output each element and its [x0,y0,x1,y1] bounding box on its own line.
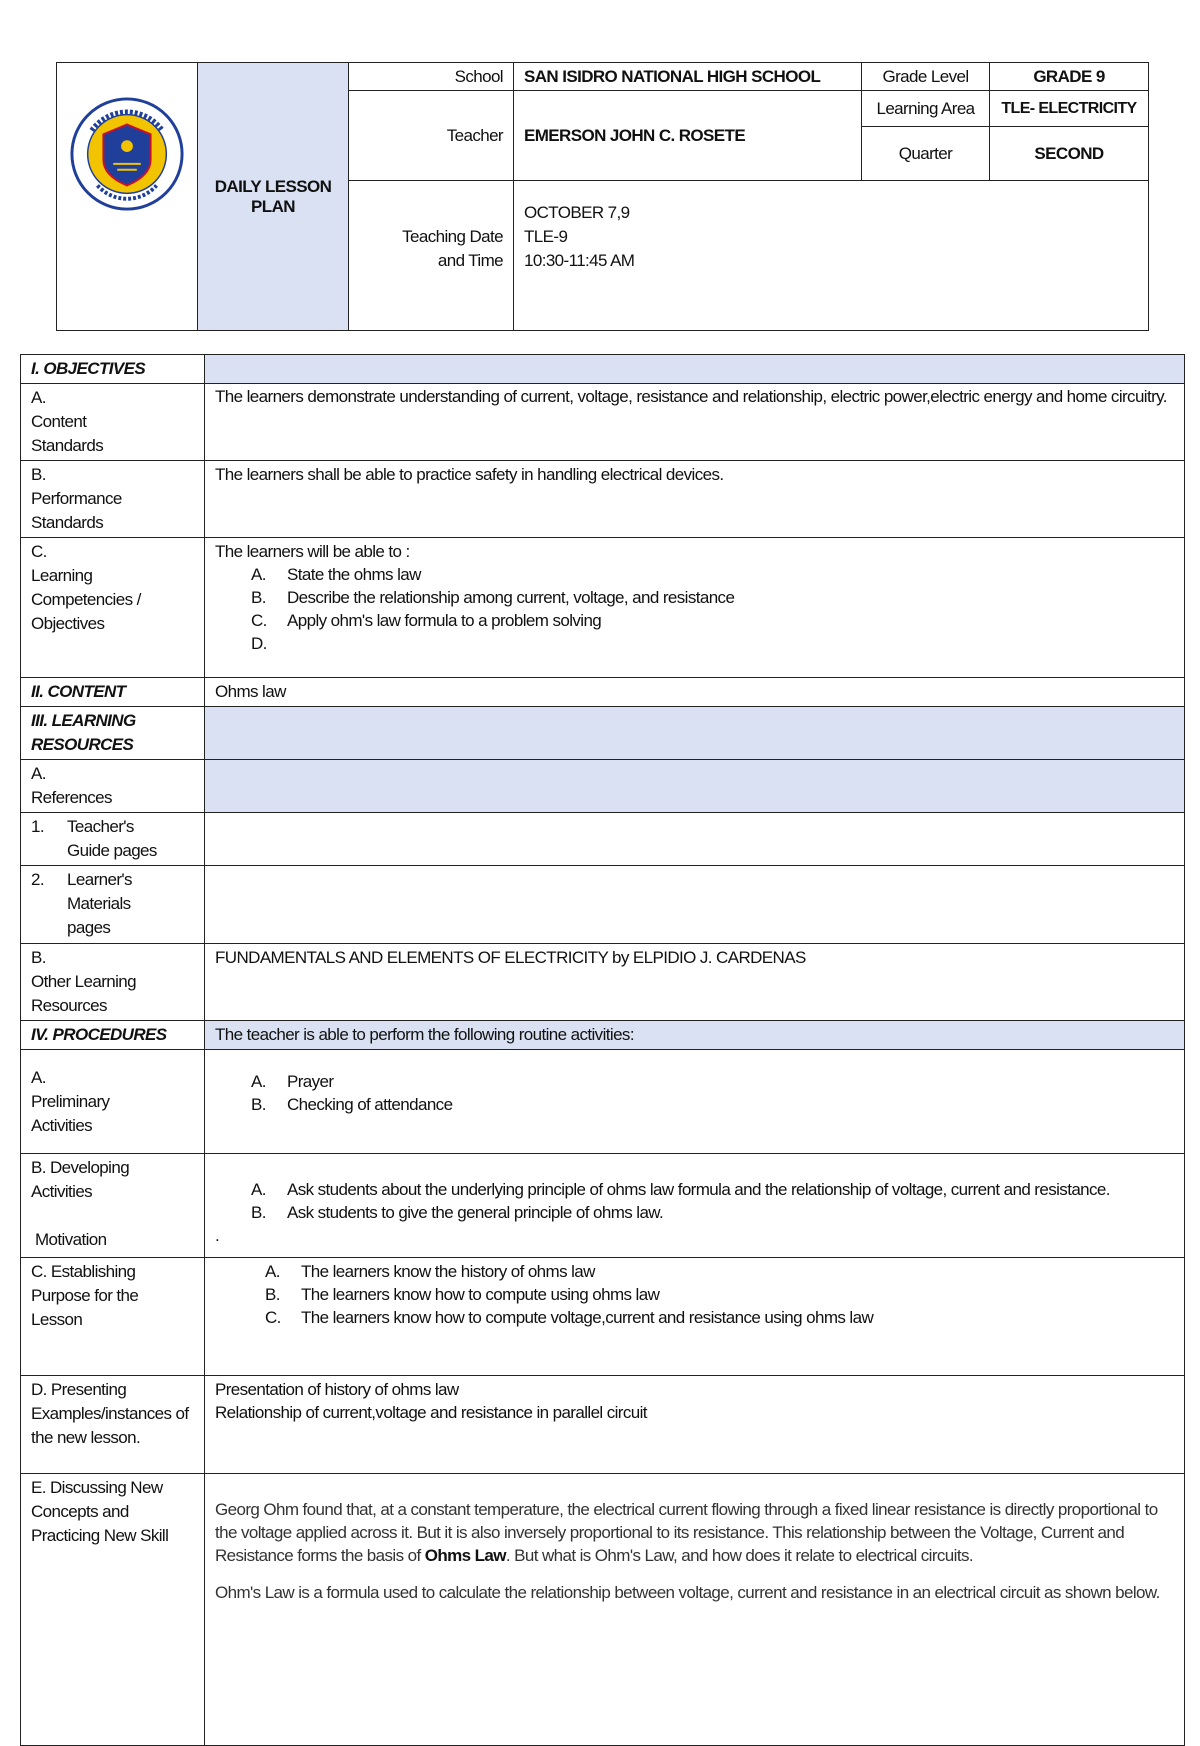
performance-standards-label: B.Performance Standards [21,461,205,538]
objectives-shade [205,355,1185,384]
discussion-paragraph-1: Georg Ohm found that, at a constant temperature, the electrical current flowing through a fixed linear resistance is directly proportional to the voltage applied across it. But it is also inversely proportional to its resistance. This relationship between the Voltage, Current and Resistance forms the basis of Ohms Law. But what is Ohm's Law, and how does it relate to electrical circuits. [215,1500,1158,1565]
references-shade [205,760,1185,813]
list-item: B. Checking of attendance [251,1095,453,1114]
learning-area-value: TLE- ELECTRICITY [990,91,1149,127]
teacher-label: Teacher [349,91,514,181]
references-label: A.References [21,760,205,813]
content-standards-value: The learners demonstrate understanding of current, voltage, resistance and relationship, electric power,electric energy and home circuitry. [205,384,1185,461]
learning-area-label: Learning Area [862,91,990,127]
subject-line: TLE-9 [524,227,568,246]
quarter-label: Quarter [862,127,990,181]
procedures-intro: The teacher is able to perform the following routine activities: [205,1021,1185,1050]
learners-materials-value [205,866,1185,944]
other-resources-value: FUNDAMENTALS AND ELEMENTS OF ELECTRICITY by ELPIDIO J. CARDENAS [205,944,1185,1021]
motivation-label: Motivation [35,1230,107,1249]
daily-lesson-plan-title: DAILY LESSON PLAN [198,63,349,331]
list-item: A. Prayer [251,1072,334,1091]
teaching-date-value [514,181,1149,331]
time-line: 10:30-11:45 AM [524,251,635,270]
competency-list [215,563,1174,655]
purpose-list [215,1260,1174,1329]
list-item: B. Ask students to give the general principle of ohms law. [251,1203,664,1222]
developing-dot: . [215,1226,220,1245]
preliminary-activities-value [205,1050,1185,1154]
list-item: A. State the ohms law [251,565,421,584]
content-value: Ohms law [205,678,1185,707]
list-item: B. The learners know how to compute using ohms law [265,1285,660,1304]
content-standards-label: A.Content Standards [21,384,205,461]
establishing-purpose-value [205,1258,1185,1376]
presenting-line: Presentation of history of ohms law [215,1380,459,1399]
grade-level-label: Grade Level [862,63,990,91]
school-label: School [349,63,514,91]
learning-competencies-label: C.Learning Competencies / Objectives [21,538,205,678]
teaching-date-label-line2: and Time [437,251,503,270]
learning-resources-heading: III. LEARNING RESOURCES [21,707,205,760]
grade-level-value: GRADE 9 [990,63,1149,91]
list-item: C. The learners know how to compute voltage,current and resistance using ohms law [265,1308,874,1327]
performance-standards-value: The learners shall be able to practice safety in handling electrical devices. [205,461,1185,538]
school-value: SAN ISIDRO NATIONAL HIGH SCHOOL [514,63,862,91]
quarter-value: SECOND [990,127,1149,181]
discussing-concepts-value [205,1474,1185,1746]
presenting-line: Relationship of current,voltage and resistance in parallel circuit [215,1403,647,1422]
learning-competencies-value [205,538,1185,678]
developing-activities-label: B. Developing Activities Motivation [21,1154,205,1258]
discussion-paragraph-2: Ohm's Law is a formula used to calculate the relationship between voltage, current and resistance in an electrical circuit as shown below. [215,1583,1160,1602]
establishing-purpose-label: C. Establishing Purpose for the Lesson [21,1258,205,1376]
lesson-table [20,354,1185,1746]
developing-list [215,1178,1174,1224]
objectives-heading: I. OBJECTIVES [21,355,205,384]
teachers-guide-label: 1. Teacher's Guide pages [21,813,205,866]
competency-intro: The learners will be able to : [215,542,410,561]
logo-cell [57,63,198,331]
learners-materials-label: 2. Learner's Materials pages [21,866,205,944]
teaching-date-label [349,181,514,331]
date-line: OCTOBER 7,9 [524,203,630,222]
presenting-examples-value [205,1376,1185,1474]
procedures-heading: IV. PROCEDURES [21,1021,205,1050]
discussing-concepts-label: E. Discussing New Concepts and Practicing New Skill [21,1474,205,1746]
teaching-date-label-line1: Teaching Date [402,227,503,246]
list-item: C. Apply ohm's law formula to a problem solving [251,611,602,630]
teachers-guide-value [205,813,1185,866]
presenting-examples-label: D. Presenting Examples/instances of the new lesson. [21,1376,205,1474]
header-table [56,62,1149,331]
list-item: A. The learners know the history of ohms law [265,1262,595,1281]
developing-activities-value [205,1154,1185,1258]
teacher-value: EMERSON JOHN C. ROSETE [514,91,862,181]
list-item: B. Describe the relationship among current, voltage, and resistance [251,588,735,607]
list-item: D. [251,634,267,653]
list-item: A. Ask students about the underlying principle of ohms law formula and the relationship of voltage, current and resistance. [251,1180,1110,1199]
preliminary-activities-label: A.Preliminary Activities [21,1050,205,1154]
deped-seal-icon [68,95,186,213]
other-resources-label: B.Other Learning Resources [21,944,205,1021]
learning-resources-shade [205,707,1185,760]
preliminary-list [215,1070,1174,1116]
content-heading: II. CONTENT [21,678,205,707]
